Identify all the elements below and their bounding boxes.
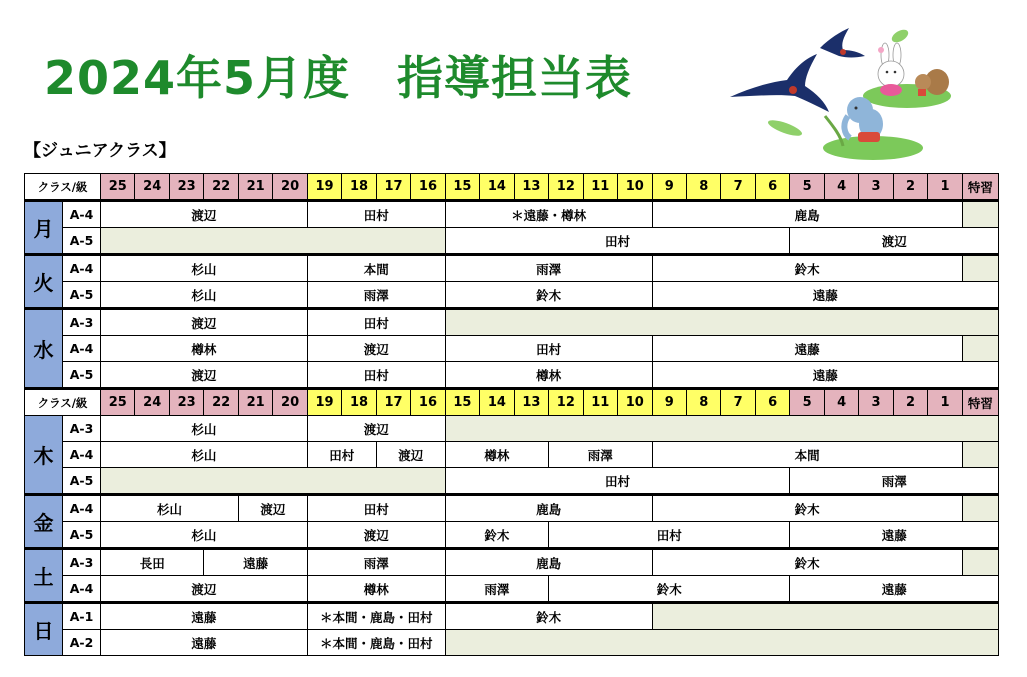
schedule-row [25, 468, 999, 495]
instructor-cell: 雨澤 [445, 576, 548, 603]
grade-header-cell: 22 [204, 174, 238, 201]
special-training-header: 特習 [962, 389, 998, 416]
schedule-row [25, 201, 999, 228]
instructor-cell: 渡辺 [101, 576, 308, 603]
schedule-row [25, 282, 999, 309]
class-label: A-4 [63, 576, 101, 603]
grade-header-cell: 14 [480, 174, 514, 201]
instructor-cell: 鈴木 [445, 603, 652, 630]
grade-header-cell: 7 [721, 174, 755, 201]
grade-header-cell: 2 [893, 389, 927, 416]
grade-header-cell: 25 [101, 174, 135, 201]
grade-header-cell: 12 [549, 389, 583, 416]
grade-header-cell: 10 [618, 174, 652, 201]
class-label: A-3 [63, 416, 101, 442]
instructor-cell: 長田 [101, 549, 204, 576]
grade-header-row [25, 389, 999, 416]
instructor-cell: 雨澤 [549, 442, 652, 468]
empty-slot [962, 442, 998, 468]
instructor-cell: 田村 [307, 362, 445, 389]
instructor-cell: 田村 [307, 201, 445, 228]
class-label: A-5 [63, 522, 101, 549]
instructor-cell: 田村 [549, 522, 790, 549]
grade-header-cell: 20 [273, 174, 307, 201]
instructor-cell: 樽林 [307, 576, 445, 603]
grade-header-cell: 25 [101, 389, 135, 416]
grade-header-cell: 15 [445, 174, 479, 201]
empty-slot [962, 336, 998, 362]
instructor-cell: 雨澤 [307, 282, 445, 309]
schedule-row [25, 228, 999, 255]
grade-header-cell: 9 [652, 389, 686, 416]
instructor-cell: 樽林 [445, 442, 548, 468]
grade-header-cell: 19 [307, 174, 341, 201]
instructor-cell: 本間 [652, 442, 962, 468]
instructor-cell: 田村 [307, 495, 445, 522]
empty-slot [101, 228, 446, 255]
class-label: A-5 [63, 228, 101, 255]
instructor-cell: 遠藤 [101, 603, 308, 630]
grade-header-cell: 13 [514, 174, 548, 201]
class-label: A-3 [63, 309, 101, 336]
weekday-label: 金 [25, 495, 63, 549]
class-label: A-4 [63, 255, 101, 282]
grade-header-cell: 7 [721, 389, 755, 416]
grade-header-cell: 9 [652, 174, 686, 201]
grade-header-cell: 13 [514, 389, 548, 416]
class-label: A-5 [63, 362, 101, 389]
schedule-row [25, 630, 999, 656]
instructor-cell: 田村 [307, 309, 445, 336]
grade-header-cell: 8 [686, 389, 720, 416]
instructor-cell: 鈴木 [445, 282, 652, 309]
schedule-row [25, 416, 999, 442]
instructor-cell: 鈴木 [445, 522, 548, 549]
instructor-cell: 渡辺 [376, 442, 445, 468]
leaf-icon [890, 27, 911, 45]
instructor-cell: 渡辺 [307, 416, 445, 442]
grade-header-cell: 15 [445, 389, 479, 416]
empty-slot [962, 201, 998, 228]
leaf-icon [766, 117, 803, 139]
empty-slot [101, 468, 446, 495]
schedule-row [25, 495, 999, 522]
swallows-animals-illustration [725, 20, 960, 165]
grade-header-cell: 22 [204, 389, 238, 416]
instructor-cell: 鈴木 [652, 549, 962, 576]
instructor-cell: 杉山 [101, 416, 308, 442]
class-grade-header: クラス/級 [25, 174, 101, 201]
instructor-cell: 鹿島 [445, 549, 652, 576]
schedule-row [25, 309, 999, 336]
instructor-cell: 鹿島 [652, 201, 962, 228]
empty-slot [445, 416, 998, 442]
instructor-cell: 杉山 [101, 495, 239, 522]
instructor-cell: 鈴木 [652, 495, 962, 522]
swallow-icon [730, 54, 829, 112]
weekday-label: 木 [25, 416, 63, 495]
schedule-row [25, 549, 999, 576]
grade-header-cell: 5 [790, 389, 824, 416]
instructor-cell: 遠藤 [101, 630, 308, 656]
class-label: A-5 [63, 468, 101, 495]
schedule-row [25, 255, 999, 282]
instructor-cell: 渡辺 [307, 336, 445, 362]
instructor-cell: 渡辺 [790, 228, 999, 255]
instructor-cell: 田村 [445, 336, 652, 362]
page-title: 2024年5月度 指導担当表 [44, 51, 633, 105]
instructor-cell: 本間 [307, 255, 445, 282]
empty-slot [962, 549, 998, 576]
grade-header-cell: 23 [169, 389, 203, 416]
instructor-cell: 杉山 [101, 282, 308, 309]
class-label: A-5 [63, 282, 101, 309]
instructor-cell: 杉山 [101, 522, 308, 549]
instructor-cell: 鹿島 [445, 495, 652, 522]
schedule-row [25, 362, 999, 389]
weekday-label: 日 [25, 603, 63, 656]
grade-header-cell: 19 [307, 389, 341, 416]
instructor-cell: ＊本間・鹿島・田村 [307, 603, 445, 630]
grade-header-cell: 11 [583, 389, 617, 416]
squirrel-icon [915, 69, 949, 96]
grade-header-cell: 21 [238, 174, 272, 201]
grade-header-cell: 18 [342, 389, 376, 416]
grade-header-cell: 24 [135, 389, 169, 416]
weekday-label: 土 [25, 549, 63, 603]
instructor-cell: 田村 [307, 442, 376, 468]
class-grade-header: クラス/級 [25, 389, 101, 416]
schedule-table [24, 173, 999, 656]
weekday-label: 月 [25, 201, 63, 255]
instructor-cell: 鈴木 [549, 576, 790, 603]
weekday-label: 水 [25, 309, 63, 389]
instructor-cell: 遠藤 [652, 282, 998, 309]
grade-header-cell: 16 [411, 389, 445, 416]
instructor-cell: 雨澤 [445, 255, 652, 282]
grade-header-cell: 8 [686, 174, 720, 201]
instructor-cell: 渡辺 [238, 495, 307, 522]
empty-slot [445, 630, 998, 656]
instructor-cell: 渡辺 [101, 362, 308, 389]
grade-header-cell: 6 [755, 389, 789, 416]
grade-header-cell: 4 [824, 389, 858, 416]
instructor-cell: ＊遠藤・樽林 [445, 201, 652, 228]
grade-header-cell: 6 [755, 174, 789, 201]
instructor-cell: 田村 [445, 228, 790, 255]
grade-header-cell: 5 [790, 174, 824, 201]
instructor-cell: 田村 [445, 468, 790, 495]
grade-header-cell: 17 [376, 174, 410, 201]
instructor-cell: 杉山 [101, 442, 308, 468]
schedule-row [25, 603, 999, 630]
grade-header-cell: 3 [859, 389, 893, 416]
weekday-label: 火 [25, 255, 63, 309]
instructor-cell: 遠藤 [790, 522, 999, 549]
class-label: A-4 [63, 442, 101, 468]
grade-header-cell: 24 [135, 174, 169, 201]
schedule-row [25, 336, 999, 362]
empty-slot [445, 309, 998, 336]
instructor-cell: 雨澤 [307, 549, 445, 576]
grade-header-cell: 21 [238, 389, 272, 416]
instructor-cell: 樽林 [101, 336, 308, 362]
grade-header-cell: 2 [893, 174, 927, 201]
instructor-cell: 鈴木 [652, 255, 962, 282]
instructor-cell: 渡辺 [101, 201, 308, 228]
instructor-cell: 樽林 [445, 362, 652, 389]
instructor-cell: 杉山 [101, 255, 308, 282]
class-label: A-2 [63, 630, 101, 656]
swallow-icon [820, 28, 865, 58]
schedule-row [25, 576, 999, 603]
grade-header-cell: 16 [411, 174, 445, 201]
grade-header-cell: 23 [169, 174, 203, 201]
instructor-cell: 遠藤 [790, 576, 999, 603]
instructor-cell: 遠藤 [204, 549, 307, 576]
grade-header-cell: 11 [583, 174, 617, 201]
grade-header-cell: 14 [480, 389, 514, 416]
grade-header-cell: 3 [859, 174, 893, 201]
grade-header-cell: 18 [342, 174, 376, 201]
grade-header-cell: 17 [376, 389, 410, 416]
class-label: A-4 [63, 201, 101, 228]
grade-header-cell: 4 [824, 174, 858, 201]
schedule-row [25, 442, 999, 468]
class-label: A-3 [63, 549, 101, 576]
class-label: A-4 [63, 495, 101, 522]
grade-header-cell: 1 [928, 389, 962, 416]
instructor-cell: ＊本間・鹿島・田村 [307, 630, 445, 656]
class-label: A-1 [63, 603, 101, 630]
empty-slot [962, 495, 998, 522]
grade-header-cell: 12 [549, 174, 583, 201]
instructor-cell: 渡辺 [101, 309, 308, 336]
special-training-header: 特習 [962, 174, 998, 201]
instructor-cell: 遠藤 [652, 336, 962, 362]
empty-slot [962, 255, 998, 282]
grade-header-cell: 1 [928, 174, 962, 201]
grade-header-row [25, 174, 999, 201]
grade-header-cell: 10 [618, 389, 652, 416]
grade-header-cell: 20 [273, 389, 307, 416]
schedule-row [25, 522, 999, 549]
empty-slot [652, 603, 998, 630]
instructor-cell: 渡辺 [307, 522, 445, 549]
class-label: A-4 [63, 336, 101, 362]
instructor-cell: 雨澤 [790, 468, 999, 495]
section-subtitle: 【ジュニアクラス】 [24, 141, 176, 161]
instructor-cell: 遠藤 [652, 362, 998, 389]
